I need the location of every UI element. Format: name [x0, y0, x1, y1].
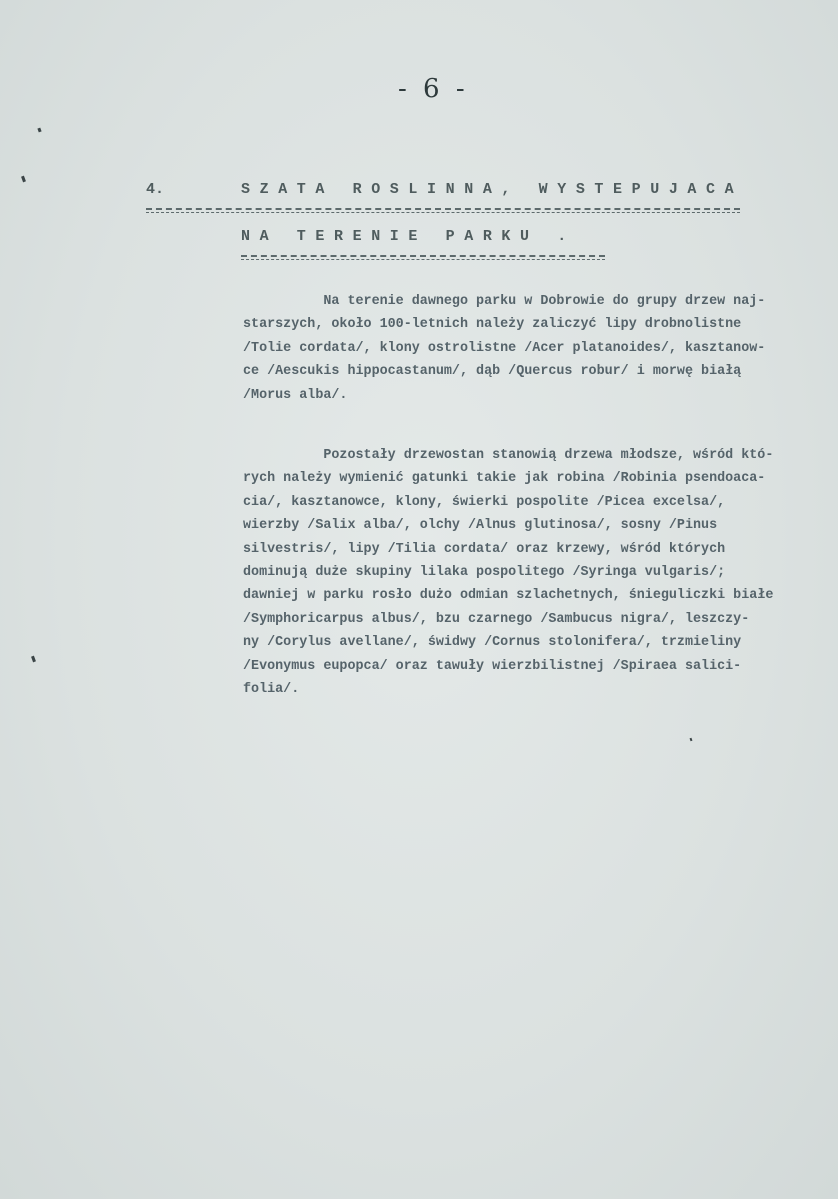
paper-speck	[21, 176, 26, 183]
text-line: /Morus alba/.	[243, 387, 348, 403]
text-line: silvestris/, lipy /Tilia cordata/ oraz krzewy, wśród których	[243, 541, 726, 557]
paper-speck	[31, 656, 36, 663]
text-line: folia/.	[243, 681, 300, 697]
text-line: Na terenie dawnego parku w Dobrowie do grupy drzew naj-	[243, 294, 766, 309]
text-line: dominują duże skupiny lilaka pospolitego /Syringa vulgaris/;	[243, 564, 726, 580]
paper-speck	[37, 128, 41, 133]
text-line: /Tolie cordata/, klony ostrolistne /Acer platanoides/, kasztanow-	[243, 340, 766, 356]
text-line: ny /Corylus avellane/, świdwy /Cornus stolonifera/, trzmieliny	[243, 635, 742, 651]
text-line: /Evonymus eupopca/ oraz tawuły wierzbilistnej /Spiraea salici-	[243, 658, 742, 674]
text-line: Pozostały drzewostan stanowią drzewa młodsze, wśród któ-	[243, 448, 774, 463]
text-line: wierzby /Salix alba/, olchy /Alnus glutinosa/, sosny /Pinus	[243, 518, 718, 534]
paragraph	[243, 290, 838, 407]
section-title-line-1: SZATA ROSLINNA, WYSTEPUJACA	[241, 181, 744, 198]
text-line: cia/, kasztanowce, klony, świerki pospolite /Picea excelsa/,	[243, 494, 726, 510]
text-line: dawniej w parku rosło dużo odmian szlachetnych, śnieguliczki białe	[243, 588, 774, 604]
title-underline	[146, 212, 740, 213]
paper-speck	[690, 738, 693, 742]
text-line: rych należy wymienić gatunki takie jak robina /Robinia psendoaca-	[243, 471, 766, 487]
title-underline	[146, 208, 740, 210]
title-underline	[241, 259, 605, 260]
section-title-line-2: NA TERENIE PARKU .	[241, 228, 576, 245]
text-line: /Symphoricarpus albus/, bzu czarnego /Sambucus nigra/, leszczy-	[243, 611, 750, 627]
text-line: ce /Aescukis hippocastanum/, dąb /Quercus robur/ i morwę białą	[243, 364, 742, 380]
section-number: 4.	[146, 181, 165, 198]
page-number: - 6 -	[398, 74, 469, 104]
text-line: starszych, około 100-letnich należy zaliczyć lipy drobnolistne	[243, 317, 742, 333]
title-underline	[241, 255, 605, 257]
paragraph	[243, 444, 838, 701]
